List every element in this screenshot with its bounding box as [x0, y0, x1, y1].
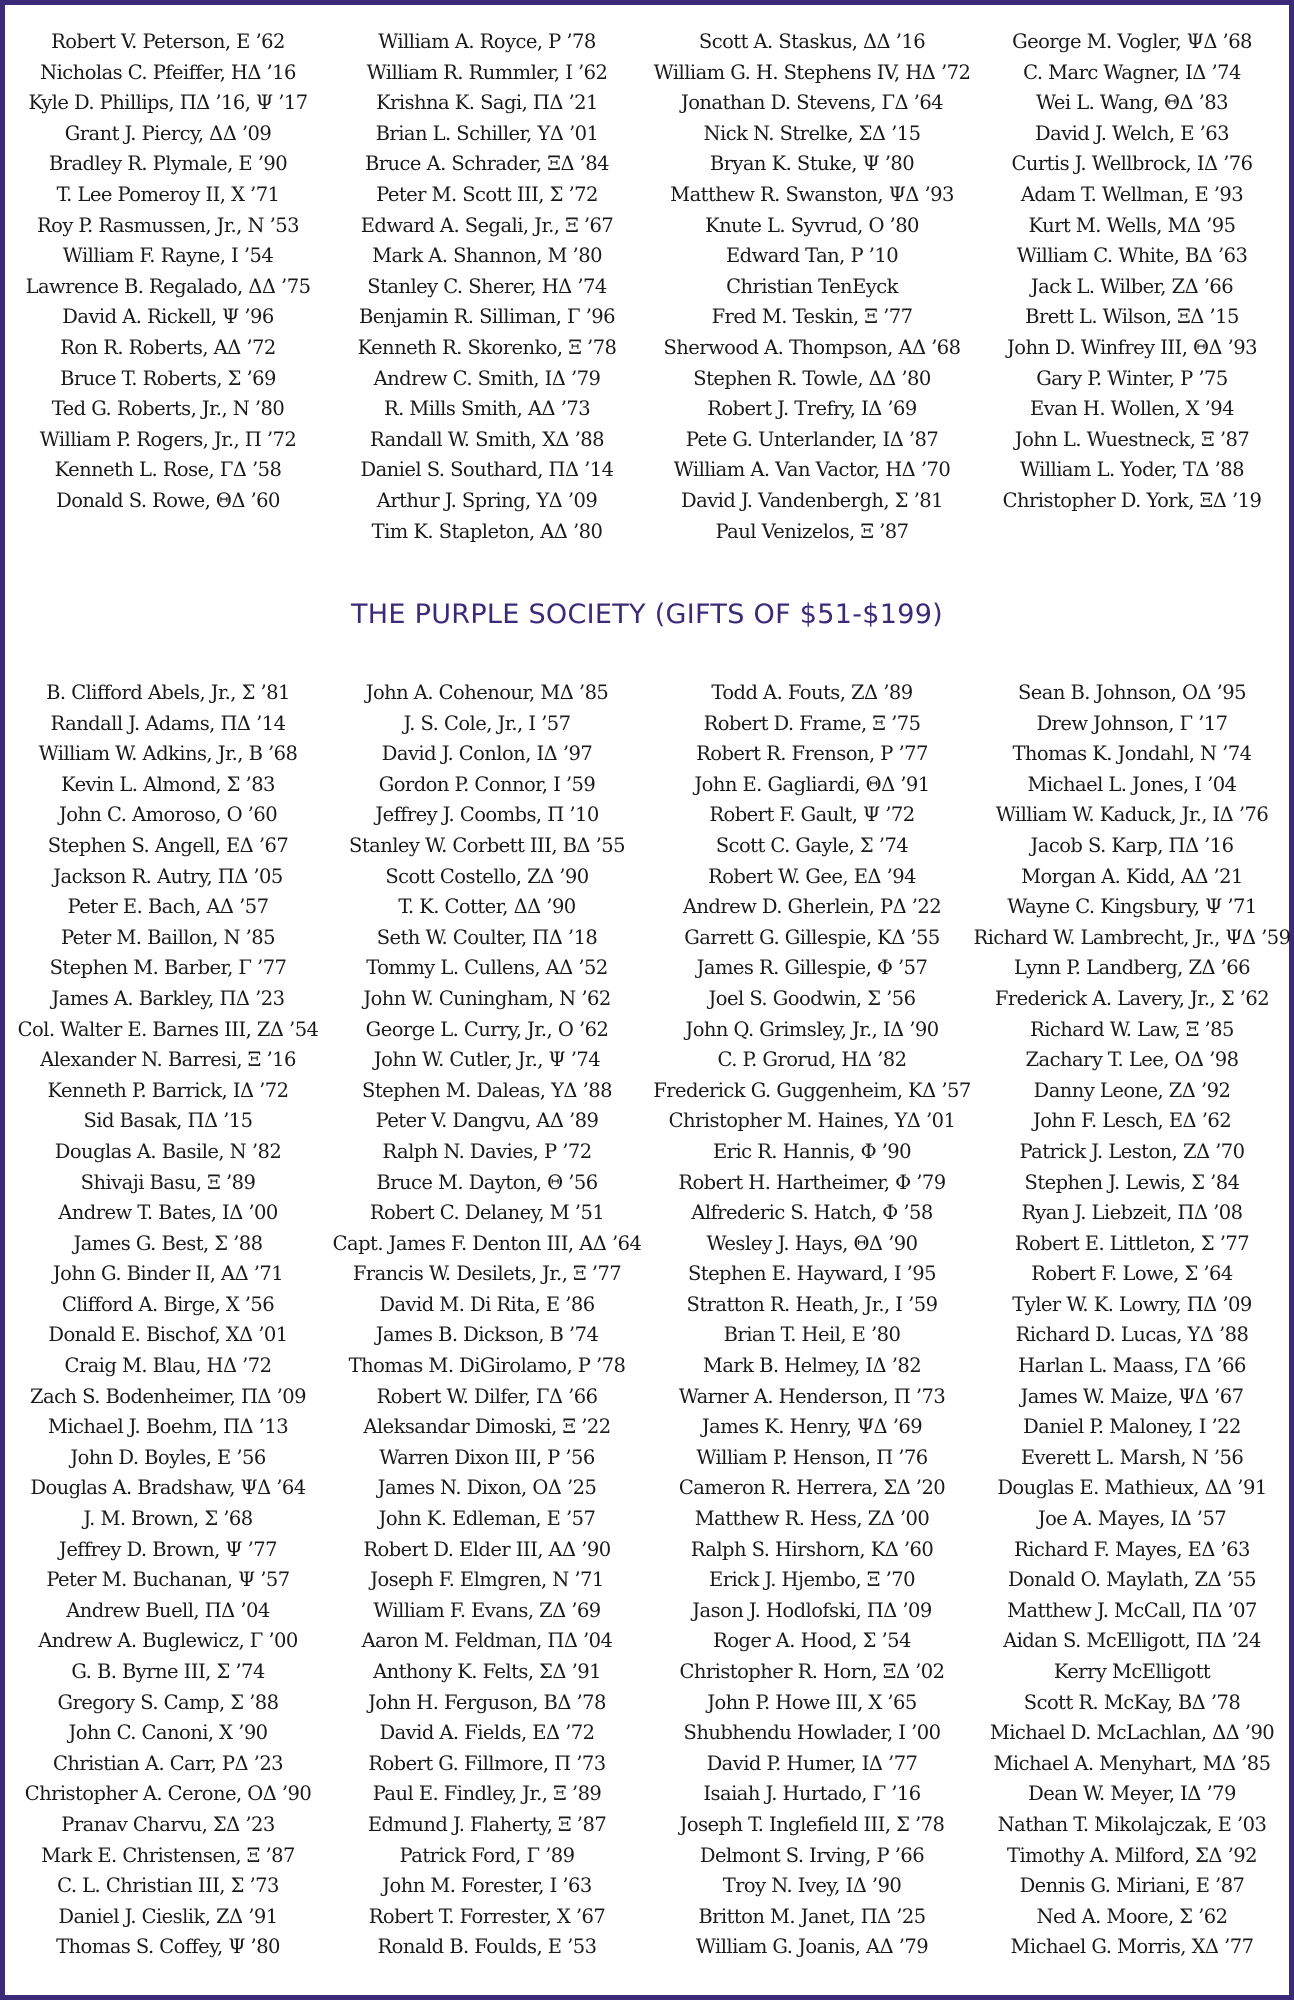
top-donor-name: Matthew R. Swanston, ΨΔ ’93: [670, 182, 954, 206]
top-donor-name: Brian L. Schiller, ΥΔ ’01: [375, 121, 599, 145]
purple-donor-name: Bruce M. Dayton, Θ ’56: [376, 1170, 598, 1194]
purple-donor-name: Shivaji Basu, Ξ ’89: [80, 1170, 256, 1194]
purple-donor-name: Sean B. Johnson, ΟΔ ’95: [1017, 681, 1246, 704]
top-donor-name: Nicholas C. Pfeiffer, ΗΔ ’16: [40, 60, 296, 84]
top-donor-name: R. Mills Smith, ΑΔ ’73: [383, 397, 591, 421]
purple-column-1: [13, 678, 323, 1963]
purple-donor-name: Delmont S. Irving, Ρ ’66: [699, 1843, 925, 1867]
top-donor-name: William P. Rogers, Jr., Π ’72: [39, 427, 297, 451]
purple-donor-name: Stephen E. Hayward, Ι ’95: [687, 1262, 937, 1286]
purple-donor-name: Robert H. Hartheimer, Φ ’79: [678, 1170, 946, 1194]
purple-donor-name: Andrew T. Bates, ΙΔ ’00: [58, 1201, 278, 1225]
top-column-2: [327, 27, 647, 547]
purple-donor-name: Douglas E. Mathieux, ΔΔ ’91: [997, 1476, 1267, 1500]
top-donor-name: Stanley C. Sherer, ΗΔ ’74: [367, 274, 607, 298]
purple-donor-name: Wayne C. Kingsbury, Ψ ’71: [1007, 895, 1257, 919]
purple-donor-name: Alfrederic S. Hatch, Φ ’58: [691, 1201, 933, 1225]
top-donor-name: Ted G. Roberts, Jr., Ν ’80: [51, 397, 285, 421]
purple-donor-name: Edmund J. Flaherty, Ξ ’87: [367, 1812, 607, 1836]
purple-donor-name: William F. Evans, ΖΔ ’69: [373, 1598, 601, 1622]
purple-donor-name: Seth W. Coulter, ΠΔ ’18: [376, 925, 598, 949]
top-donor-name: Pete G. Unterlander, ΙΔ ’87: [685, 427, 939, 451]
purple-donor-name: Everett L. Marsh, Ν ’56: [1020, 1445, 1244, 1469]
purple-donor-name: Michael D. McLachlan, ΔΔ ’90: [989, 1721, 1275, 1745]
purple-donor-name: Jeffrey J. Coombs, Π ’10: [375, 803, 599, 827]
purple-donor-name: Robert F. Lowe, Σ ’64: [1031, 1262, 1233, 1286]
purple-donor-name: Randall J. Adams, ΠΔ ’14: [50, 711, 286, 735]
top-donor-name: Nick N. Strelke, ΣΔ ’15: [703, 121, 921, 145]
top-donor-name: Andrew C. Smith, ΙΔ ’79: [373, 366, 601, 390]
purple-donor-name: Danny Leone, ΖΔ ’92: [1033, 1078, 1231, 1102]
top-donor-name: Stephen R. Towle, ΔΔ ’80: [693, 366, 931, 390]
purple-donor-name: Dean W. Meyer, ΙΔ ’79: [1028, 1782, 1236, 1806]
purple-column-4: [973, 678, 1291, 1963]
purple-donor-name: Col. Walter E. Barnes III, ΖΔ ’54: [17, 1017, 319, 1041]
purple-donor-name: Douglas A. Basile, Ν ’82: [54, 1139, 282, 1163]
top-donor-name: Brett L. Wilson, ΞΔ ’15: [1025, 305, 1239, 329]
purple-donor-name: Frederick A. Lavery, Jr., Σ ’62: [994, 986, 1270, 1010]
purple-column-2: [327, 678, 647, 1963]
purple-donor-name: Nathan T. Mikolajczak, Ε ’03: [997, 1812, 1267, 1836]
purple-donor-name: Robert C. Delaney, Μ ’51: [369, 1201, 605, 1225]
purple-donor-name: Capt. James F. Denton III, ΑΔ ’64: [332, 1231, 642, 1255]
top-donor-name: Jack L. Wilber, ΖΔ ’66: [1030, 274, 1234, 298]
purple-donor-name: Kerry McElligott: [1053, 1660, 1211, 1683]
top-donor-name: Knute L. Syvrud, Ο ’80: [705, 213, 919, 237]
purple-donor-name: Aidan S. McElligott, ΠΔ ’24: [1003, 1629, 1261, 1653]
top-donor-name: William C. White, ΒΔ ’63: [1016, 244, 1248, 268]
purple-donor-name: Patrick Ford, Γ ’89: [399, 1843, 575, 1867]
section-title: THE PURPLE SOCIETY (GIFTS OF $51-$199): [350, 599, 944, 630]
purple-donor-name: G. B. Byrne III, Σ ’74: [71, 1660, 265, 1683]
top-donor-name: Wei L. Wang, ΘΔ ’83: [1035, 91, 1228, 115]
purple-donor-name: John M. Forester, Ι ’63: [382, 1874, 592, 1898]
purple-donor-name: David P. Humer, ΙΔ ’77: [706, 1751, 918, 1775]
purple-donor-name: Christopher R. Horn, ΞΔ ’02: [679, 1660, 945, 1683]
purple-donor-name: Richard D. Lucas, ΥΔ ’88: [1015, 1323, 1249, 1347]
purple-donor-name: William W. Adkins, Jr., Β ’68: [38, 742, 298, 766]
purple-donor-name: Joel S. Goodwin, Σ ’56: [708, 986, 916, 1010]
top-donor-name: Kenneth L. Rose, ΓΔ ’58: [54, 458, 282, 482]
purple-donor-name: John Q. Grimsley, Jr., ΙΔ ’90: [685, 1017, 939, 1041]
top-donor-name: William G. H. Stephens IV, ΗΔ ’72: [653, 60, 971, 84]
top-donor-name: Donald S. Rowe, ΘΔ ’60: [56, 488, 280, 512]
purple-donor-name: Mark E. Christensen, Ξ ’87: [41, 1843, 295, 1867]
top-donor-name: William F. Rayne, Ι ’54: [62, 244, 274, 268]
purple-donor-name: John K. Edleman, Ε ’57: [378, 1507, 596, 1531]
purple-donor-name: Roger A. Hood, Σ ’54: [713, 1629, 911, 1653]
purple-donor-name: Michael L. Jones, Ι ’04: [1027, 772, 1237, 796]
purple-donor-name: James G. Best, Σ ’88: [73, 1231, 263, 1255]
top-donor-name: Robert V. Peterson, Ε ’62: [51, 30, 285, 53]
purple-donor-name: Isaiah J. Hurtado, Γ ’16: [703, 1782, 921, 1806]
purple-donor-name: Ronald B. Foulds, Ε ’53: [377, 1935, 597, 1959]
top-donor-name: William L. Yoder, ΤΔ ’88: [1020, 458, 1244, 482]
top-donor-name: Adam T. Wellman, Ε ’93: [1020, 182, 1244, 206]
purple-donor-name: Jeffrey D. Brown, Ψ ’77: [59, 1537, 277, 1561]
purple-donor-name: Harlan L. Maass, ΓΔ ’66: [1018, 1354, 1246, 1378]
top-donor-name: Paul Venizelos, Ξ ’87: [715, 519, 909, 543]
purple-donor-name: Drew Johnson, Γ ’17: [1036, 711, 1228, 735]
purple-donor-name: C. L. Christian III, Σ ’73: [57, 1874, 279, 1898]
purple-donor-name: Robert W. Dilfer, ΓΔ ’66: [376, 1384, 598, 1408]
top-donor-name: Bryan K. Stuke, Ψ ’80: [709, 152, 915, 176]
purple-donor-name: Jason J. Hodlofski, ΠΔ ’09: [692, 1598, 932, 1622]
purple-donor-name: Stephen M. Daleas, ΥΔ ’88: [362, 1078, 612, 1102]
purple-donor-name: Douglas A. Bradshaw, ΨΔ ’64: [30, 1476, 306, 1500]
purple-donor-name: Aleksandar Dimoski, Ξ ’22: [363, 1415, 611, 1439]
purple-donor-name: Peter M. Baillon, Ν ’85: [60, 925, 276, 949]
purple-donor-name: Warren Dixon III, Ρ ’56: [379, 1445, 595, 1469]
purple-donor-name: Zachary T. Lee, ΟΔ ’98: [1025, 1048, 1239, 1072]
top-donor-name: Benjamin R. Silliman, Γ ’96: [359, 305, 615, 329]
purple-donor-name: Joseph T. Inglefield III, Σ ’78: [679, 1812, 945, 1836]
purple-donor-name: James K. Henry, ΨΔ ’69: [701, 1415, 923, 1439]
purple-donor-name: Troy N. Ivey, ΙΔ ’90: [722, 1874, 902, 1898]
purple-donor-name: Andrew D. Gherlein, ΡΔ ’22: [682, 895, 942, 919]
purple-donor-name: J. M. Brown, Σ ’68: [83, 1507, 253, 1531]
purple-donor-name: Zach S. Bodenheimer, ΠΔ ’09: [30, 1384, 306, 1408]
purple-donor-name: Ralph N. Davies, Ρ ’72: [382, 1139, 592, 1163]
purple-donor-name: Robert E. Littleton, Σ ’77: [1014, 1231, 1250, 1255]
purple-donor-name: James B. Dickson, Β ’74: [375, 1323, 599, 1347]
purple-donor-name: Paul E. Findley, Jr., Ξ ’89: [372, 1782, 602, 1806]
purple-donor-name: Michael J. Boehm, ΠΔ ’13: [47, 1415, 289, 1439]
purple-donor-name: Ralph S. Hirshorn, ΚΔ ’60: [690, 1537, 934, 1561]
top-donor-name: Robert J. Trefry, ΙΔ ’69: [707, 397, 917, 421]
top-donor-name: Christian TenEyck: [726, 274, 898, 298]
purple-donor-name: Lynn P. Landberg, ΖΔ ’66: [1014, 956, 1250, 980]
purple-donor-name: Garrett G. Gillespie, ΚΔ ’55: [684, 925, 940, 949]
top-donor-name: Kenneth R. Skorenko, Ξ ’78: [357, 335, 617, 359]
purple-donor-name: Peter E. Bach, ΑΔ ’57: [67, 895, 269, 919]
purple-donor-name: Scott C. Gayle, Σ ’74: [715, 833, 909, 857]
top-donor-name: Scott A. Staskus, ΔΔ ’16: [698, 30, 926, 53]
purple-donor-name: Robert F. Gault, Ψ ’72: [709, 803, 915, 827]
top-donor-name: Grant J. Piercy, ΔΔ ’09: [64, 121, 272, 145]
top-donor-name: Evan H. Wollen, Χ ’94: [1029, 397, 1234, 421]
purple-donor-name: Peter M. Buchanan, Ψ ’57: [46, 1568, 290, 1592]
purple-donor-name: Matthew R. Hess, ΖΔ ’00: [694, 1507, 930, 1531]
purple-donor-name: Frederick G. Guggenheim, ΚΔ ’57: [653, 1078, 971, 1102]
purple-donor-name: Dennis G. Miriani, Ε ’87: [1019, 1874, 1245, 1898]
top-column-3: [651, 27, 973, 547]
purple-donor-name: Patrick J. Leston, ΖΔ ’70: [1019, 1139, 1245, 1163]
purple-donor-name: George L. Curry, Jr., Ο ’62: [365, 1017, 609, 1041]
purple-donor-name: David A. Fields, ΕΔ ’72: [379, 1721, 595, 1745]
purple-column-3: [651, 678, 973, 1963]
top-donor-name: T. Lee Pomeroy II, Χ ’71: [56, 182, 280, 206]
purple-donor-name: Anthony K. Felts, ΣΔ ’91: [373, 1660, 601, 1683]
top-donor-name: Kyle D. Phillips, ΠΔ ’16, Ψ ’17: [28, 91, 308, 115]
purple-donor-name: Jackson R. Autry, ΠΔ ’05: [53, 864, 283, 888]
purple-donor-name: John H. Ferguson, ΒΔ ’78: [368, 1690, 606, 1714]
purple-donor-name: Mark B. Helmey, ΙΔ ’82: [702, 1354, 922, 1378]
purple-donor-name: David J. Conlon, ΙΔ ’97: [381, 742, 593, 766]
top-donor-name: Gary P. Winter, Ρ ’75: [1036, 366, 1228, 390]
purple-donor-name: Robert R. Frenson, Ρ ’77: [696, 742, 928, 766]
purple-donor-name: William P. Henson, Π ’76: [696, 1445, 928, 1469]
purple-donor-name: William G. Joanis, ΑΔ ’79: [695, 1935, 929, 1959]
top-donor-name: Curtis J. Wellbrock, ΙΔ ’76: [1011, 152, 1253, 176]
purple-donor-name: C. P. Grorud, ΗΔ ’82: [717, 1048, 907, 1072]
purple-donor-name: Robert G. Fillmore, Π ’73: [368, 1751, 606, 1775]
purple-donor-name: John D. Boyles, Ε ’56: [70, 1445, 266, 1469]
purple-donor-name: Gordon P. Connor, Ι ’59: [378, 772, 596, 796]
purple-donor-name: James N. Dixon, ΟΔ ’25: [377, 1476, 597, 1500]
top-donor-name: Mark A. Shannon, Μ ’80: [372, 244, 602, 268]
top-donor-name: Arthur J. Spring, ΥΔ ’09: [376, 488, 598, 512]
purple-donor-name: Cameron R. Herrera, ΣΔ ’20: [678, 1476, 946, 1500]
purple-donor-name: Michael G. Morris, ΧΔ ’77: [1010, 1935, 1254, 1959]
purple-donor-name: J. S. Cole, Jr., Ι ’57: [403, 711, 571, 735]
purple-donor-name: Scott R. McKay, ΒΔ ’78: [1023, 1690, 1241, 1714]
top-donor-name: David A. Rickell, Ψ ’96: [62, 305, 274, 329]
top-donor-name: Bradley R. Plymale, Ε ’90: [48, 152, 288, 176]
purple-donor-name: Christopher A. Cerone, ΟΔ ’90: [24, 1782, 312, 1806]
purple-donor-name: Todd A. Fouts, ΖΔ ’89: [711, 681, 913, 704]
purple-donor-name: Robert D. Elder III, ΑΔ ’90: [363, 1537, 611, 1561]
top-column-4: [977, 27, 1287, 547]
top-donor-name: Daniel S. Southard, ΠΔ ’14: [360, 458, 614, 482]
top-donor-name: John D. Winfrey III, ΘΔ ’93: [1007, 335, 1257, 359]
purple-donor-name: Thomas M. DiGirolamo, Ρ ’78: [348, 1354, 626, 1378]
top-donor-name: Fred M. Teskin, Ξ ’77: [711, 305, 913, 329]
purple-donor-name: Jacob S. Karp, ΠΔ ’16: [1030, 833, 1234, 857]
purple-donor-name: Warner A. Henderson, Π ’73: [678, 1384, 946, 1408]
purple-donor-name: Donald O. Maylath, ΖΔ ’55: [1007, 1568, 1257, 1592]
top-donor-name: Roy P. Rasmussen, Jr., Ν ’53: [37, 213, 299, 237]
top-donor-name: William R. Rummler, Ι ’62: [366, 60, 608, 84]
purple-donor-name: Tommy L. Cullens, ΑΔ ’52: [366, 956, 608, 980]
top-donor-name: David J. Welch, Ε ’63: [1035, 121, 1229, 145]
purple-donor-name: John E. Gagliardi, ΘΔ ’91: [694, 772, 930, 796]
purple-society-columns: [13, 678, 1291, 1963]
purple-donor-name: James A. Barkley, ΠΔ ’23: [51, 986, 285, 1010]
top-donor-name: David J. Vandenbergh, Σ ’81: [681, 488, 943, 512]
top-donor-name: Ron R. Roberts, ΑΔ ’72: [60, 335, 276, 359]
purple-donor-name: Eric R. Hannis, Φ ’90: [712, 1139, 912, 1163]
purple-donor-name: Stephen M. Barber, Γ ’77: [49, 956, 287, 980]
purple-donor-name: Kevin L. Almond, Σ ’83: [61, 772, 275, 796]
top-donor-name: Krishna K. Sagi, ΠΔ ’21: [376, 91, 598, 115]
top-donor-name: John L. Wuestneck, Ξ ’87: [1014, 427, 1250, 451]
purple-donor-name: John F. Lesch, ΕΔ ’62: [1032, 1109, 1232, 1133]
purple-donor-name: B. Clifford Abels, Jr., Σ ’81: [46, 681, 290, 704]
top-donor-name: Edward Tan, Ρ ’10: [725, 244, 899, 268]
purple-donor-name: John W. Cuningham, Ν ’62: [363, 986, 611, 1010]
purple-donor-name: Pranav Charvu, ΣΔ ’23: [61, 1812, 275, 1836]
top-column-1: [13, 27, 323, 547]
purple-donor-name: Christopher M. Haines, ΥΔ ’01: [668, 1109, 956, 1133]
purple-donor-name: Andrew A. Buglewicz, Γ ’00: [38, 1629, 298, 1653]
purple-donor-name: Daniel P. Maloney, Ι ’22: [1023, 1415, 1241, 1439]
purple-donor-name: Richard W. Lambrecht, Jr., ΨΔ ’59: [973, 925, 1291, 949]
top-donor-name: Christopher D. York, ΞΔ ’19: [1002, 488, 1262, 512]
top-donor-name: Bruce A. Schrader, ΞΔ ’84: [365, 152, 609, 176]
purple-donor-name: Britton M. Janet, ΠΔ ’25: [698, 1904, 926, 1928]
purple-donor-name: John A. Cohenour, ΜΔ ’85: [365, 681, 609, 704]
top-donor-name: Jonathan D. Stevens, ΓΔ ’64: [680, 91, 944, 115]
top-donor-name: William A. Van Vactor, ΗΔ ’70: [673, 458, 951, 482]
top-donor-name: Lawrence B. Regalado, ΔΔ ’75: [25, 274, 311, 298]
purple-donor-name: Stanley W. Corbett III, ΒΔ ’55: [349, 833, 625, 857]
purple-donor-name: Shubhendu Howlader, Ι ’00: [683, 1721, 941, 1745]
purple-donor-name: Joseph F. Elmgren, Ν ’71: [370, 1568, 604, 1592]
purple-donor-name: John P. Howe III, Χ ’65: [707, 1690, 917, 1714]
purple-donor-name: Robert W. Gee, ΕΔ ’94: [708, 864, 916, 888]
top-donor-name: Kurt M. Wells, ΜΔ ’95: [1028, 213, 1236, 237]
purple-donor-name: John C. Canoni, Χ ’90: [68, 1721, 268, 1745]
top-donor-name: William A. Royce, Ρ ’78: [378, 30, 596, 53]
purple-donor-name: Tyler W. K. Lowry, ΠΔ ’09: [1012, 1292, 1252, 1316]
purple-donor-name: Peter V. Dangvu, ΑΔ ’89: [375, 1109, 599, 1133]
purple-donor-name: John C. Amoroso, Ο ’60: [58, 803, 278, 827]
top-donor-name: Edward A. Segali, Jr., Ξ ’67: [360, 213, 614, 237]
purple-donor-name: Alexander N. Barresi, Ξ ’16: [40, 1048, 296, 1072]
purple-donor-name: Stratton R. Heath, Jr., Ι ’59: [686, 1292, 938, 1316]
purple-donor-name: John W. Cutler, Jr., Ψ ’74: [373, 1048, 601, 1072]
top-donor-name: Tim K. Stapleton, ΑΔ ’80: [371, 519, 603, 543]
top-donor-name: Randall W. Smith, ΧΔ ’88: [370, 427, 604, 451]
purple-donor-name: T. K. Cotter, ΔΔ ’90: [398, 895, 576, 919]
purple-donor-name: Christian A. Carr, ΡΔ ’23: [52, 1751, 284, 1775]
purple-donor-name: Matthew J. McCall, ΠΔ ’07: [1007, 1598, 1257, 1622]
purple-donor-name: Morgan A. Kidd, ΑΔ ’21: [1021, 864, 1243, 888]
purple-donor-name: Daniel J. Cieslik, ΖΔ ’91: [58, 1904, 278, 1928]
purple-donor-name: James W. Maize, ΨΔ ’67: [1020, 1384, 1244, 1408]
top-donor-name: Sherwood A. Thompson, ΑΔ ’68: [663, 335, 961, 359]
purple-donor-name: Robert T. Forrester, Χ ’67: [368, 1904, 606, 1928]
purple-donor-name: Francis W. Desilets, Jr., Ξ ’77: [352, 1262, 622, 1286]
top-donor-name: Peter M. Scott III, Σ ’72: [376, 182, 598, 206]
top-donor-columns: [13, 27, 1281, 547]
purple-donor-name: Richard F. Mayes, ΕΔ ’63: [1014, 1537, 1250, 1561]
purple-donor-name: Michael A. Menyhart, ΜΔ ’85: [993, 1751, 1271, 1775]
purple-donor-name: Richard W. Law, Ξ ’85: [1030, 1017, 1234, 1041]
purple-donor-name: Erick J. Hjembo, Ξ ’70: [709, 1568, 915, 1592]
purple-donor-name: William W. Kaduck, Jr., ΙΔ ’76: [995, 803, 1269, 827]
purple-donor-name: Donald E. Bischof, ΧΔ ’01: [48, 1323, 288, 1347]
purple-donor-name: Andrew Buell, ΠΔ ’04: [66, 1598, 270, 1622]
purple-donor-name: Scott Costello, ΖΔ ’90: [385, 864, 589, 888]
purple-donor-name: Brian T. Heil, Ε ’80: [723, 1323, 901, 1347]
purple-donor-name: Timothy A. Milford, ΣΔ ’92: [1007, 1843, 1257, 1867]
top-donor-name: Bruce T. Roberts, Σ ’69: [60, 366, 276, 390]
purple-donor-name: James R. Gillespie, Φ ’57: [696, 956, 928, 980]
purple-donor-name: Ryan J. Liebzeit, ΠΔ ’08: [1021, 1201, 1243, 1225]
purple-donor-name: Clifford A. Birge, Χ ’56: [61, 1292, 275, 1316]
purple-donor-name: David M. Di Rita, Ε ’86: [379, 1292, 595, 1316]
purple-donor-name: Thomas K. Jondahl, Ν ’74: [1012, 742, 1252, 766]
purple-donor-name: Joe A. Mayes, ΙΔ ’57: [1037, 1507, 1227, 1531]
purple-donor-name: Stephen J. Lewis, Σ ’84: [1024, 1170, 1240, 1194]
purple-donor-name: Craig M. Blau, ΗΔ ’72: [64, 1354, 272, 1378]
purple-donor-name: Stephen S. Angell, ΕΔ ’67: [47, 833, 289, 857]
purple-donor-name: Robert D. Frame, Ξ ’75: [703, 711, 921, 735]
purple-donor-name: Kenneth P. Barrick, ΙΔ ’72: [47, 1078, 289, 1102]
purple-donor-name: Aaron M. Feldman, ΠΔ ’04: [361, 1629, 613, 1653]
purple-donor-name: Ned A. Moore, Σ ’62: [1036, 1904, 1228, 1928]
purple-donor-name: Sid Basak, ΠΔ ’15: [83, 1109, 253, 1133]
purple-donor-name: John G. Binder II, ΑΔ ’71: [52, 1262, 284, 1286]
purple-donor-name: Thomas S. Coffey, Ψ ’80: [56, 1935, 280, 1959]
top-donor-name: George M. Vogler, ΨΔ ’68: [1012, 30, 1252, 53]
top-donor-name: C. Marc Wagner, ΙΔ ’74: [1023, 60, 1241, 84]
purple-donor-name: Gregory S. Camp, Σ ’88: [57, 1690, 279, 1714]
purple-donor-name: Wesley J. Hays, ΘΔ ’90: [706, 1231, 918, 1255]
